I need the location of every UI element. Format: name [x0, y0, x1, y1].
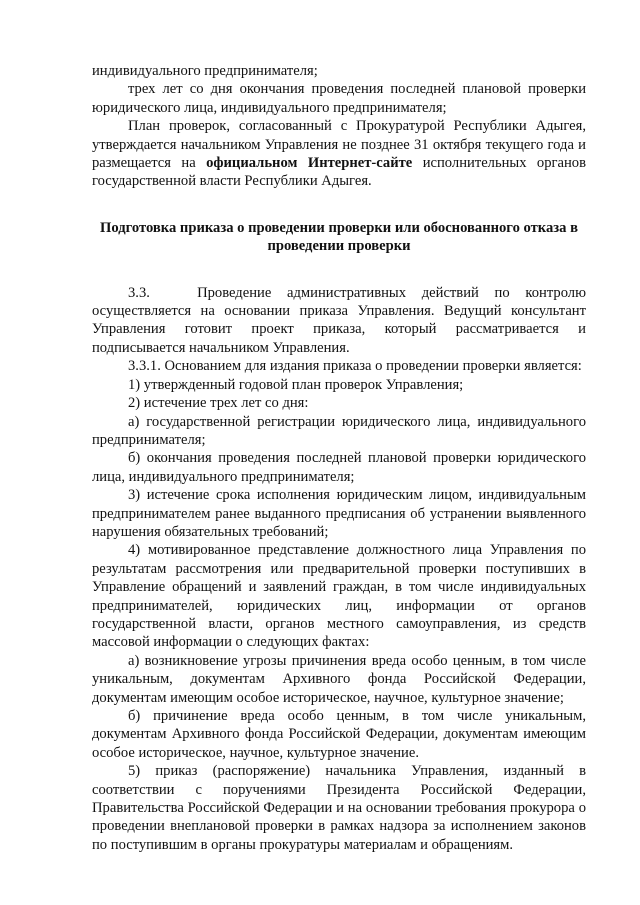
- paragraph-3-3-1: 3.3.1. Основанием для издания приказа о проведении проверки является:: [128, 358, 582, 375]
- list-item-4b: б) причинение вреда особо ценным, в том числе уникальным, документам Архивного фонда Российской Федерации, документам имеющим особое историческое, научное, культурное значение.: [92, 708, 586, 761]
- official-site-link-text: официальном Интернет-сайте: [206, 155, 413, 172]
- section-heading: Подготовка приказа о проведении проверки или обоснованного отказа в проведении проверки: [100, 219, 578, 255]
- paragraph-inspection-plan: [92, 117, 586, 191]
- list-item-3: 3) истечение срока исполнения юридическим лицом, индивидуальным предпринимателем ранее выданного предписания об устранении выявленного нарушения обязательных требований;: [92, 487, 586, 540]
- paragraph-continuation: индивидуального предпринимателя;: [92, 63, 318, 79]
- list-item-4: 4) мотивированное представление должностного лица Управления по результатам рассмотрения или предварительной проверки поступивших в Управление обращений и заявлений граждан, в том числе индивидуальных предпринимателей, юридических лиц, информации от органов государственной власти, органов местного самоуправления, из средств массовой информации о следующих фактах:: [92, 542, 586, 651]
- plan-text-end: исполнительных органов государственной власти Республики Адыгея.: [92, 155, 586, 190]
- paragraph-three-years: трех лет со дня окончания проведения последней плановой проверки юридического лица, индивидуального предпринимателя;: [92, 81, 586, 116]
- document-page: [92, 62, 586, 854]
- list-item-2a: а) государственной регистрации юридического лица, индивидуального предпринимателя;: [92, 413, 586, 448]
- list-item-2b: б) окончания проведения последней плановой проверки юридического лица, индивидуального предпринимателя;: [92, 450, 586, 485]
- list-item-4a: а) возникновение угрозы причинения вреда особо ценным, в том числе уникальным, документам Архивного фонда Российской Федерации, документам имеющим особое историческое, научное, культурное значение;: [92, 652, 586, 706]
- list-item-1: 1) утвержденный годовой план проверок Управления;: [128, 376, 464, 393]
- plan-text-start: План проверок, согласованный с Прокуратурой Республики Адыгея, утверждается начальником Управления не позднее 31 октября текущего года и размещается на: [92, 118, 586, 172]
- list-item-2: 2) истечение трех лет со дня:: [128, 395, 309, 412]
- paragraph-3-3: 3.3. Проведение административных действий по контролю осуществляется на основании приказа Управления. Ведущий консультант Управления готовит проект приказа, который рассматривается и подписывается начальником Управления.: [92, 284, 586, 356]
- list-item-5: 5) приказ (распоряжение) начальника Управления, изданный в соответствии с поручениями Президента Российской Федерации, Правительства Российской Федерации и на основании требования прокурора о проведении внеплановой проверки в рамках надзора за исполнением законов по поступившим в органы прокуратуры материалам и обращениям.: [92, 763, 586, 853]
